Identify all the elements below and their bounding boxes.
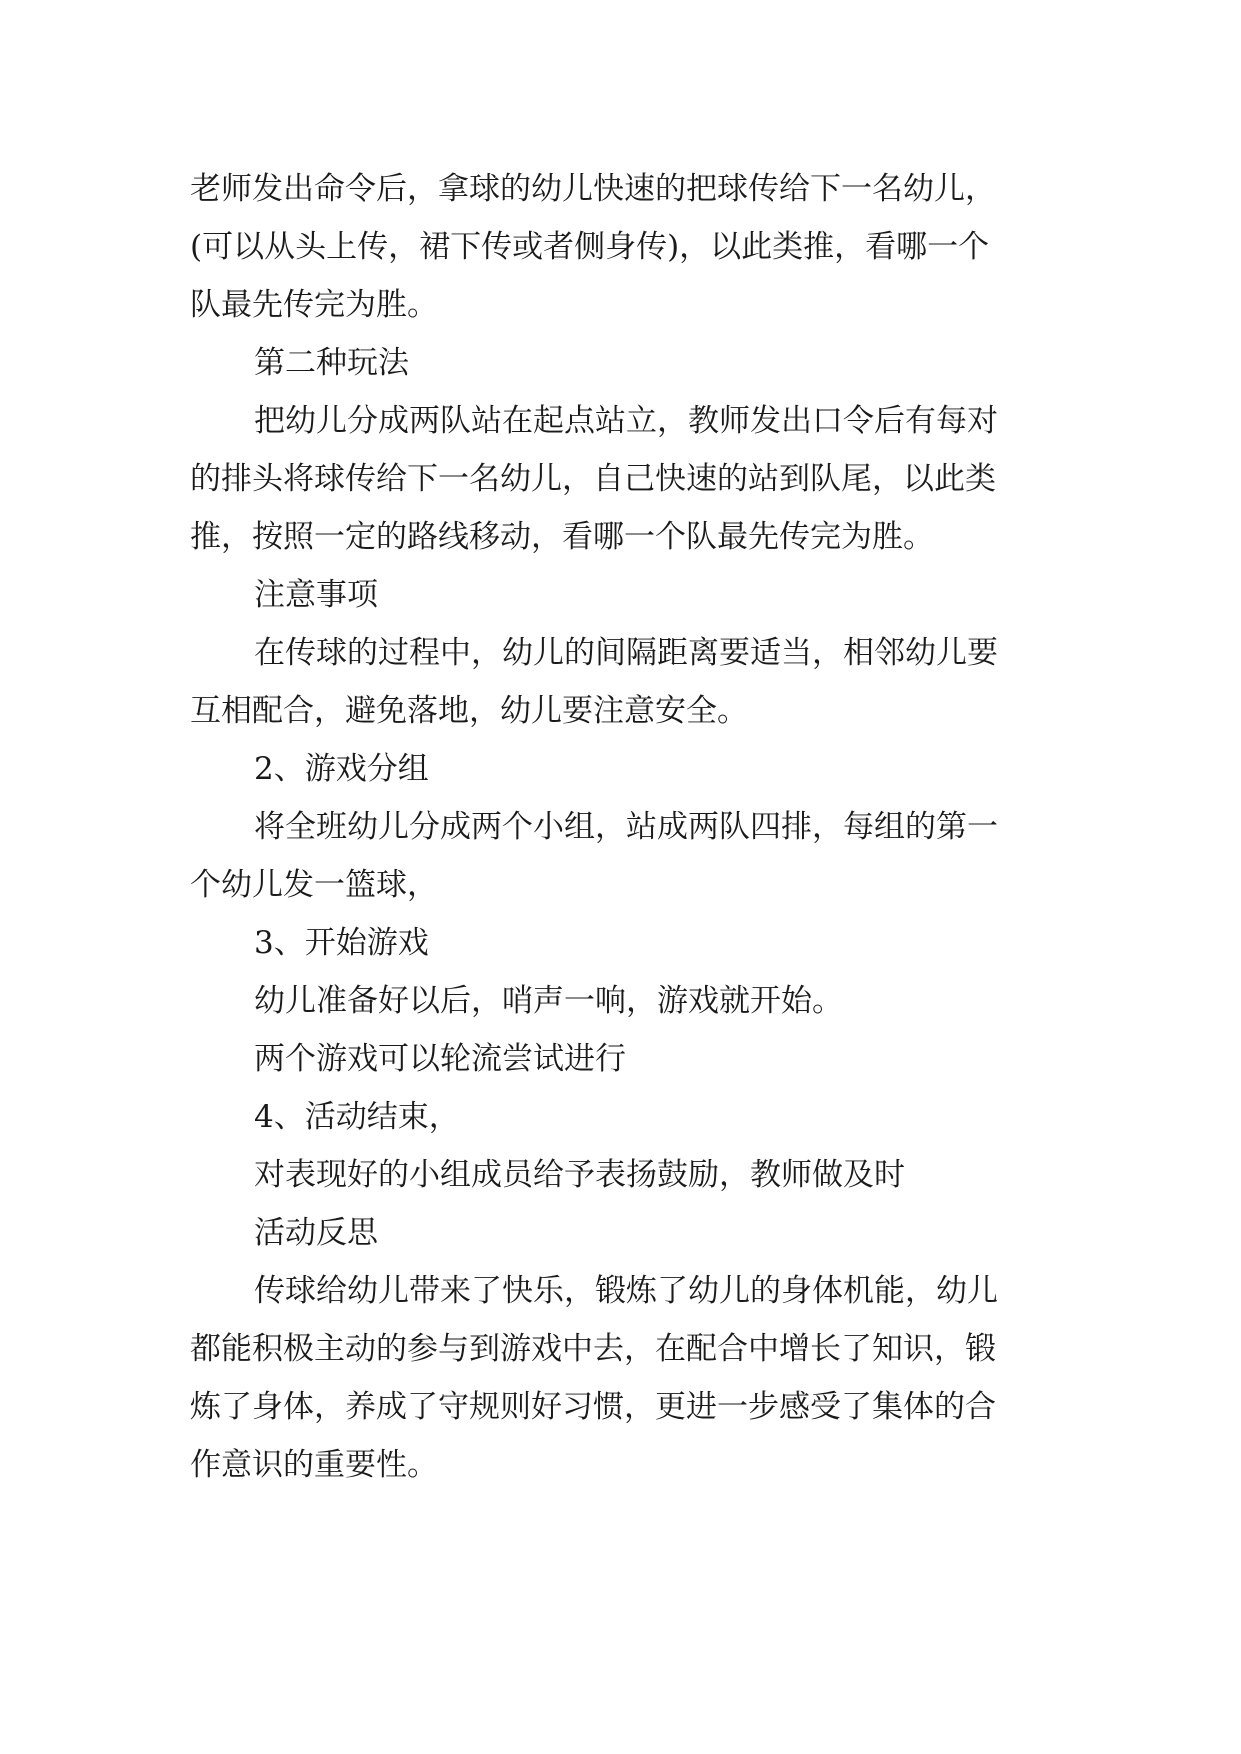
section-heading: 4、活动结束， <box>254 1099 460 1135</box>
paragraph-line: (可以从头上传，裙下传或者侧身传)，以此类推，看哪一个 <box>190 229 990 265</box>
paragraph-line: 推，按照一定的路线移动，看哪一个队最先传完为胜。 <box>190 519 934 555</box>
paragraph-line: 将全班幼儿分成两个小组，站成两队四排，每组的第一 <box>254 809 998 845</box>
paragraph-line: 老师发出命令后，拿球的幼儿快速的把球传给下一名幼儿， <box>190 171 996 207</box>
section-heading: 注意事项 <box>254 577 378 613</box>
section-heading: 2、游戏分组 <box>254 751 429 787</box>
paragraph-line: 对表现好的小组成员给予表扬鼓励，教师做及时 <box>254 1157 905 1193</box>
paragraph-line: 两个游戏可以轮流尝试进行 <box>254 1041 626 1077</box>
paragraph-line: 传球给幼儿带来了快乐，锻炼了幼儿的身体机能，幼儿 <box>254 1273 998 1309</box>
paragraph-line: 个幼儿发一篮球， <box>190 867 438 903</box>
section-heading: 3、开始游戏 <box>254 925 429 961</box>
paragraph-line: 幼儿准备好以后，哨声一响，游戏就开始。 <box>254 983 843 1019</box>
document-body <box>190 160 1070 1494</box>
paragraph-line: 作意识的重要性。 <box>190 1447 438 1483</box>
paragraph-line: 炼了身体，养成了守规则好习惯，更进一步感受了集体的合 <box>190 1389 996 1425</box>
section-heading: 第二种玩法 <box>254 345 409 381</box>
paragraph-line: 队最先传完为胜。 <box>190 287 438 323</box>
paragraph-line: 的排头将球传给下一名幼儿，自己快速的站到队尾，以此类 <box>190 461 996 497</box>
paragraph-line: 把幼儿分成两队站在起点站立，教师发出口令后有每对 <box>254 403 998 439</box>
paragraph-line: 在传球的过程中，幼儿的间隔距离要适当，相邻幼儿要 <box>254 635 998 671</box>
paragraph-line: 互相配合，避免落地，幼儿要注意安全。 <box>190 693 748 729</box>
paragraph-line: 都能积极主动的参与到游戏中去，在配合中增长了知识，锻 <box>190 1331 996 1367</box>
section-heading: 活动反思 <box>254 1215 378 1251</box>
